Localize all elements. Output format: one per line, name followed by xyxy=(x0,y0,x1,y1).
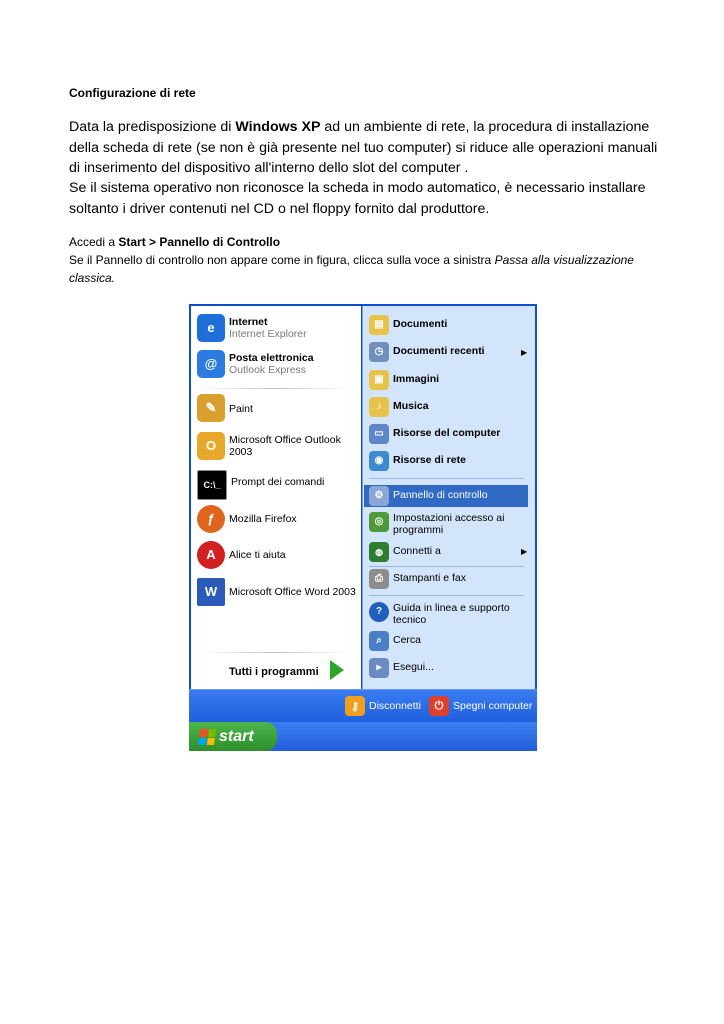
network-places-icon: ◉ xyxy=(369,451,389,471)
intro-paragraph: Data la predisposizione di Windows XP ad un ambiente di rete, la procedura di installazione della scheda di rete (se non è già presente nel tuo computer) si riduce alle operazioni manuali di inserimento del dispositivo all'interno dello slot del computer . xyxy=(69,119,658,176)
menu-item-cerca[interactable]: ⌕ Cerca xyxy=(369,631,421,651)
right-separator-2 xyxy=(369,566,524,567)
connect-to-arrow-icon: ▶ xyxy=(521,547,528,556)
menu-item-guida[interactable]: ? Guida in linea e supporto tecnico xyxy=(369,602,513,626)
search-icon: ⌕ xyxy=(369,631,389,651)
shutdown-button[interactable] xyxy=(429,696,532,716)
menu-item-risorse-computer[interactable]: ▭ Risorse del computer xyxy=(369,424,500,444)
menu-item-outlook[interactable]: O Microsoft Office Outlook 2003 xyxy=(197,432,349,460)
menu-item-pannello-controllo[interactable]: ⚙ Pannello di controllo xyxy=(369,486,488,506)
menu-item-musica[interactable]: ♪ Musica xyxy=(369,397,429,417)
power-icon: ⏻ xyxy=(429,696,449,716)
menu-item-connetti-a[interactable]: ◍ Connetti a xyxy=(369,542,441,562)
firefox-icon: ƒ xyxy=(197,505,225,533)
run-icon: ▸ xyxy=(369,658,389,678)
start-label: start xyxy=(219,727,254,745)
printers-icon: ⎙ xyxy=(369,569,389,589)
classic-view-note: Se il Pannello di controllo non appare come in figura, clicca sulla voce a sinistra Passa alla visualizzazione classica. xyxy=(69,253,634,285)
logoff-button[interactable] xyxy=(345,696,421,716)
menu-item-firefox[interactable]: ƒ Mozilla Firefox xyxy=(197,505,297,533)
menu-item-internet[interactable]: e Internet Internet Explorer xyxy=(197,314,307,342)
command-prompt-icon: C:\_ xyxy=(197,470,227,500)
menu-item-esegui[interactable]: ▸ Esegui... xyxy=(369,658,434,678)
menu-item-email[interactable]: @ Posta elettronica Outlook Express xyxy=(197,350,314,378)
help-icon: ? xyxy=(369,602,389,622)
left-separator xyxy=(199,388,349,389)
menu-item-documenti[interactable]: ▤ Documenti xyxy=(369,315,447,335)
my-computer-icon: ▭ xyxy=(369,424,389,444)
right-separator-3 xyxy=(369,595,524,596)
right-separator xyxy=(369,478,524,479)
instruction-line: Accedi a Start > Pannello di Controllo xyxy=(69,235,281,249)
menu-item-paint[interactable]: ✎ Paint xyxy=(197,394,253,422)
all-programs-arrow-icon[interactable] xyxy=(330,660,344,680)
music-folder-icon: ♪ xyxy=(369,397,389,417)
outlook-express-icon: @ xyxy=(197,350,225,378)
word-icon: W xyxy=(197,578,225,606)
internet-explorer-icon: e xyxy=(197,314,225,342)
menu-item-impostazioni-accesso[interactable]: ◎ Impostazioni accesso ai programmi xyxy=(369,512,513,536)
left-bottom-separator xyxy=(199,652,349,653)
menu-item-word[interactable]: W Microsoft Office Word 2003 xyxy=(197,578,356,606)
outlook-icon: O xyxy=(197,432,225,460)
menu-item-immagini[interactable]: ▣ Immagini xyxy=(369,370,439,390)
menu-item-risorse-rete[interactable]: ◉ Risorse di rete xyxy=(369,451,466,471)
documents-folder-icon: ▤ xyxy=(369,315,389,335)
page-heading: Configurazione di rete xyxy=(69,86,196,100)
menu-item-stampanti[interactable]: ⎙ Stampanti e fax xyxy=(369,569,466,589)
menu-item-command-prompt[interactable]: C:\_ Prompt dei comandi xyxy=(197,470,324,500)
menu-item-alice[interactable]: A Alice ti aiuta xyxy=(197,541,286,569)
recent-documents-arrow-icon: ▶ xyxy=(521,348,528,357)
logoff-key-icon: ⚷ xyxy=(345,696,365,716)
control-panel-icon: ⚙ xyxy=(369,486,389,506)
recent-documents-icon: ◷ xyxy=(369,342,389,362)
logoff-label: Disconnetti xyxy=(369,700,421,712)
start-menu-screenshot xyxy=(189,304,537,751)
pictures-folder-icon: ▣ xyxy=(369,370,389,390)
menu-item-documenti-recenti[interactable]: ◷ Documenti recenti xyxy=(369,342,485,362)
alice-icon: A xyxy=(197,541,225,569)
start-button[interactable] xyxy=(189,722,277,751)
driver-paragraph: Se il sistema operativo non riconosce la scheda in modo automatico, è necessario installare soltanto i driver contenuti nel CD o nel floppy fornito dal produttore. xyxy=(69,180,646,217)
paint-icon: ✎ xyxy=(197,394,225,422)
windows-flag-icon xyxy=(198,729,216,745)
all-programs-label[interactable]: Tutti i programmi xyxy=(229,666,319,678)
shutdown-label: Spegni computer xyxy=(453,700,533,712)
connect-to-icon: ◍ xyxy=(369,542,389,562)
program-access-icon: ◎ xyxy=(369,512,389,532)
